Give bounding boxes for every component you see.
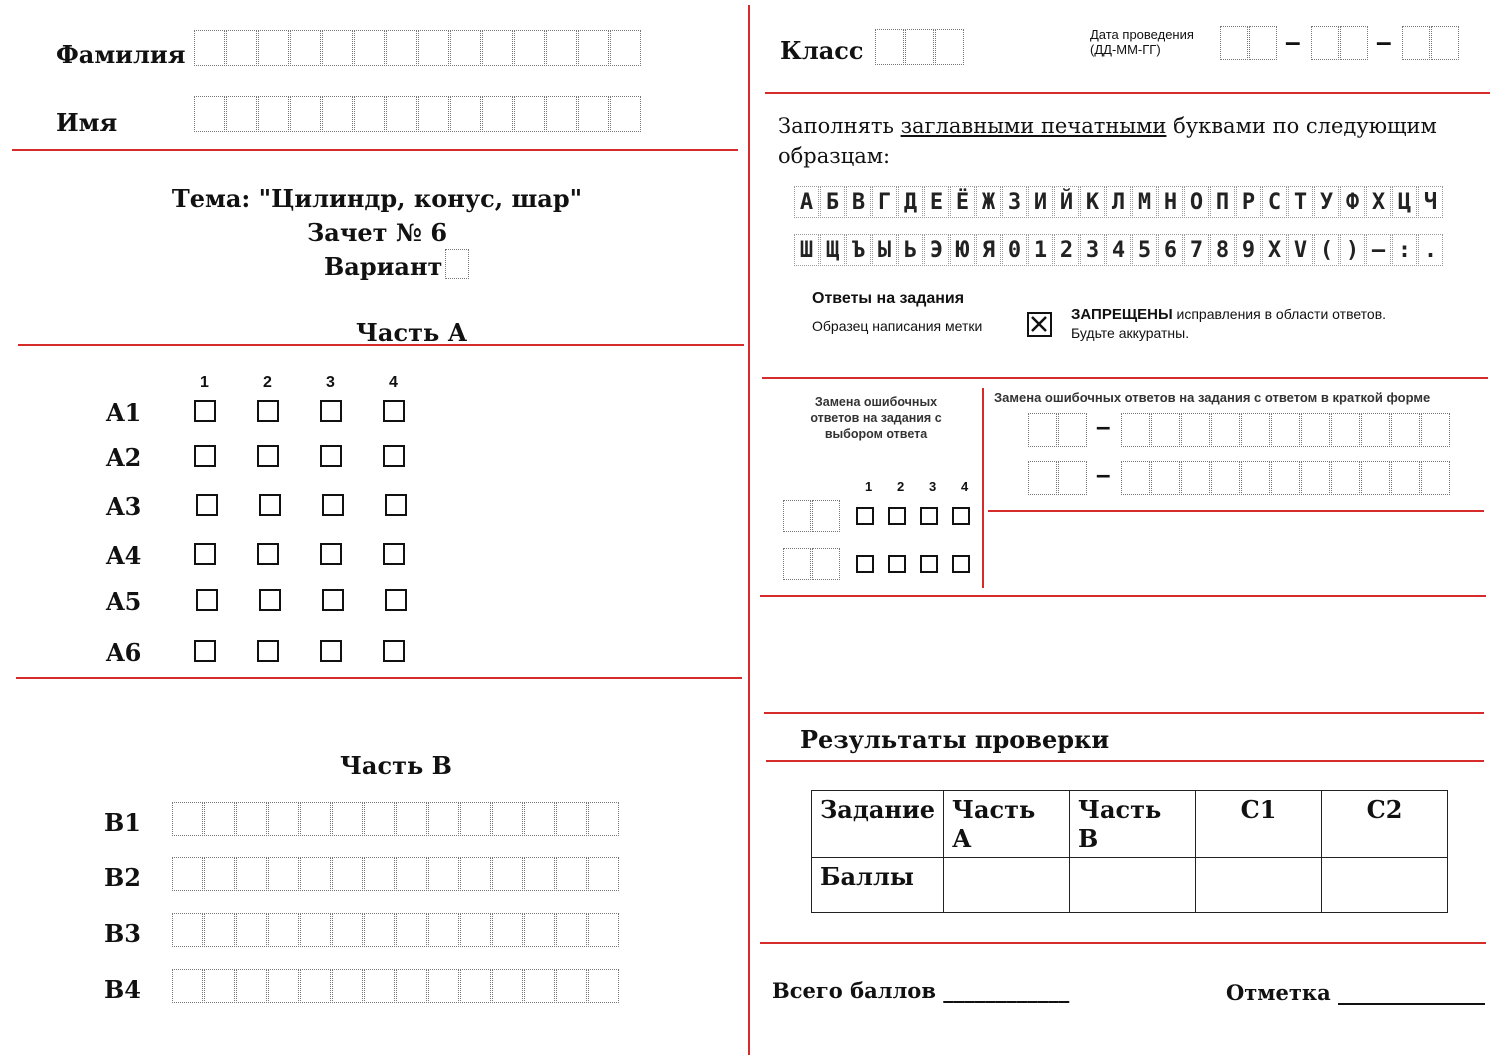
sample-glyph: Ж [976, 186, 1001, 218]
sample-glyph: 7 [1184, 234, 1209, 266]
input-cell[interactable] [546, 30, 577, 66]
input-cell[interactable] [428, 802, 459, 836]
input-cell[interactable] [1271, 413, 1300, 447]
input-cell[interactable] [300, 969, 331, 1003]
input-cell[interactable] [428, 969, 459, 1003]
replace-short-dash: – [1096, 411, 1111, 441]
input-cell[interactable] [1181, 461, 1210, 495]
input-cell[interactable] [1391, 413, 1420, 447]
input-cell[interactable] [1391, 461, 1420, 495]
input-cell[interactable] [450, 30, 481, 66]
score-part-b[interactable] [1070, 858, 1196, 913]
part-a-row-label: A1 [106, 398, 142, 427]
sample-glyph: А [794, 186, 819, 218]
score-part-a[interactable] [944, 858, 1070, 913]
sample-glyph: Э [924, 234, 949, 266]
part-a-col-4: 4 [389, 374, 398, 391]
part-a-col-2: 2 [263, 374, 272, 391]
input-cell[interactable] [172, 857, 203, 891]
sample-glyph: Ш [794, 234, 819, 266]
input-cell[interactable] [386, 96, 417, 132]
input-cell[interactable] [428, 913, 459, 947]
input-cell[interactable] [1241, 413, 1270, 447]
part-b-title: Часть В [340, 751, 452, 780]
date-month-field[interactable] [1311, 26, 1369, 60]
table-row [812, 858, 1448, 913]
surname-label: Фамилия [56, 40, 186, 69]
replace-short-dash: – [1096, 459, 1111, 489]
input-cell[interactable] [1241, 461, 1270, 495]
input-cell[interactable] [172, 913, 203, 947]
divider-right-6 [760, 942, 1486, 944]
divider-left-1 [12, 149, 738, 151]
part-a-title: Часть А [356, 318, 468, 347]
sample-glyph: И [1028, 186, 1053, 218]
replace-choice-col: 1 [865, 479, 873, 494]
input-cell[interactable] [578, 96, 609, 132]
input-cell[interactable] [482, 30, 513, 66]
replace-task-number[interactable] [783, 548, 841, 580]
input-cell[interactable] [418, 30, 449, 66]
answer-checkbox[interactable] [383, 543, 405, 565]
answer-checkbox[interactable] [257, 543, 279, 565]
input-cell[interactable] [1311, 26, 1339, 60]
input-cell[interactable] [524, 969, 555, 1003]
sample-glyph: 5 [1132, 234, 1157, 266]
instruction-suffix: буквами по следующим [1166, 114, 1437, 138]
input-cell[interactable] [546, 96, 577, 132]
sample-glyph: Х [1366, 186, 1391, 218]
input-cell[interactable] [194, 96, 225, 132]
input-cell[interactable] [1211, 461, 1240, 495]
sample-glyph: Ь [898, 234, 923, 266]
input-cell[interactable] [1431, 26, 1459, 60]
input-cell[interactable] [396, 913, 427, 947]
replace-short-title: Замена ошибочных ответов на задания с ответом в краткой форме [994, 390, 1431, 405]
date-dash-1: – [1285, 26, 1301, 57]
name-field[interactable] [194, 96, 642, 132]
sample-glyph: 6 [1158, 234, 1183, 266]
sample-glyph: 0 [1002, 234, 1027, 266]
replace-short-number[interactable] [1028, 413, 1088, 447]
sample-glyph: О [1184, 186, 1209, 218]
answer-checkbox[interactable] [257, 640, 279, 662]
topic-title: Тема: "Цилиндр, конус, шар" [171, 184, 583, 213]
sample-glyph: Ф [1340, 186, 1365, 218]
sample-glyph: Ч [1418, 186, 1443, 218]
table-header-part-a: Часть А [944, 791, 1070, 858]
answer-checkbox[interactable] [322, 589, 344, 611]
sample-glyph: П [1210, 186, 1235, 218]
instruction-underlined: заглавными печатными [900, 114, 1167, 138]
answer-checkbox[interactable] [320, 445, 342, 467]
input-cell[interactable] [482, 96, 513, 132]
name-label: Имя [56, 108, 118, 137]
replace-choice-checkbox[interactable] [920, 555, 938, 573]
input-cell[interactable] [783, 548, 811, 580]
variant-label: Вариант [324, 252, 443, 281]
date-year-field[interactable] [1402, 26, 1460, 60]
input-cell[interactable] [556, 969, 587, 1003]
table-header-c2: С2 [1322, 791, 1448, 858]
sample-glyph: З [1002, 186, 1027, 218]
sample-glyph: Е [924, 186, 949, 218]
replace-choice-checkbox[interactable] [856, 507, 874, 525]
input-cell[interactable] [524, 802, 555, 836]
sample-glyph: 3 [1080, 234, 1105, 266]
answer-checkbox[interactable] [383, 445, 405, 467]
input-cell[interactable] [460, 913, 491, 947]
replace-choice-checkbox[interactable] [888, 555, 906, 573]
answer-checkbox[interactable] [320, 543, 342, 565]
input-cell[interactable] [1301, 413, 1330, 447]
input-cell[interactable] [1151, 413, 1180, 447]
input-cell[interactable] [204, 969, 235, 1003]
sample-glyph: 4 [1106, 234, 1131, 266]
input-cell[interactable] [492, 802, 523, 836]
answer-checkbox[interactable] [320, 400, 342, 422]
divider-replace-split [982, 388, 984, 588]
part-a-col-3: 3 [326, 374, 335, 391]
table-row-label: Баллы [812, 858, 944, 913]
be-careful: Будьте аккуратны. [1071, 325, 1190, 341]
input-cell[interactable] [364, 802, 395, 836]
input-cell[interactable] [236, 913, 267, 947]
sample-glyph: ( [1314, 234, 1339, 266]
sample-glyph: 1 [1028, 234, 1053, 266]
input-cell[interactable] [322, 30, 353, 66]
part-a-row-label: A5 [106, 587, 142, 616]
replace-choice-checkbox[interactable] [888, 507, 906, 525]
sample-glyph: Й [1054, 186, 1079, 218]
input-cell[interactable] [418, 96, 449, 132]
part-b-row-label: B3 [104, 919, 141, 948]
grade-line[interactable]: Отметка ______________ [1226, 980, 1486, 1005]
input-cell[interactable] [204, 857, 235, 891]
sample-glyph: Ё [950, 186, 975, 218]
part-b-answer-field[interactable] [172, 913, 620, 947]
input-cell[interactable] [610, 96, 641, 132]
input-cell[interactable] [812, 548, 840, 580]
input-cell[interactable] [610, 30, 641, 66]
part-a-row-label: A6 [106, 638, 142, 667]
divider-right-4 [764, 712, 1484, 714]
input-cell[interactable] [1361, 413, 1390, 447]
part-a-row-label: A4 [106, 541, 142, 570]
input-cell[interactable] [514, 96, 545, 132]
replace-short-number[interactable] [1028, 461, 1088, 495]
sample-glyph: К [1080, 186, 1105, 218]
date-dash-2: – [1376, 26, 1392, 57]
answer-checkbox[interactable] [194, 543, 216, 565]
table-header-c1: С1 [1196, 791, 1322, 858]
input-cell[interactable] [524, 857, 555, 891]
sample-glyph: Я [976, 234, 1001, 266]
input-cell[interactable] [226, 30, 257, 66]
sample-glyph: Г [872, 186, 897, 218]
input-cell[interactable] [1331, 461, 1360, 495]
replace-choice-checkbox[interactable] [952, 507, 970, 525]
divider-left-3 [16, 677, 742, 679]
input-cell[interactable] [1220, 26, 1248, 60]
sample-glyph: В [846, 186, 871, 218]
input-cell[interactable] [1181, 413, 1210, 447]
input-cell[interactable] [236, 857, 267, 891]
sample-letters-row1 [794, 186, 1444, 218]
input-cell[interactable] [1058, 461, 1087, 495]
sample-glyph: Б [820, 186, 845, 218]
input-cell[interactable] [588, 857, 619, 891]
input-cell[interactable] [935, 29, 964, 65]
class-label: Класс [780, 36, 864, 65]
sample-glyph: – [1366, 234, 1391, 266]
sample-glyph: Щ [820, 234, 845, 266]
answer-checkbox[interactable] [322, 494, 344, 516]
replace-task-number[interactable] [783, 500, 841, 532]
results-table [811, 790, 1448, 913]
input-cell[interactable] [1249, 26, 1277, 60]
mark-sample-icon [1027, 312, 1052, 337]
part-b-answer-field[interactable] [172, 969, 620, 1003]
sample-glyph: С [1262, 186, 1287, 218]
input-cell[interactable] [172, 969, 203, 1003]
input-cell[interactable] [1402, 26, 1430, 60]
sample-glyph: М [1132, 186, 1157, 218]
divider-right-3 [760, 595, 1486, 597]
input-cell[interactable] [1211, 413, 1240, 447]
input-cell[interactable] [492, 969, 523, 1003]
sample-glyph: Р [1236, 186, 1261, 218]
part-b-row-label: B4 [104, 975, 141, 1004]
input-cell[interactable] [1121, 461, 1150, 495]
sample-glyph: Ц [1392, 186, 1417, 218]
sample-glyph: : [1392, 234, 1417, 266]
instruction-prefix: Заполнять [778, 114, 901, 138]
test-number: Зачет № 6 [306, 218, 448, 247]
part-a-row-label: A2 [106, 443, 142, 472]
input-cell[interactable] [396, 857, 427, 891]
input-cell[interactable] [875, 29, 904, 65]
input-cell[interactable] [1271, 461, 1300, 495]
input-cell[interactable] [1331, 413, 1360, 447]
input-cell[interactable] [204, 913, 235, 947]
input-cell[interactable] [428, 857, 459, 891]
input-cell[interactable] [514, 30, 545, 66]
input-cell[interactable] [1151, 461, 1180, 495]
input-cell[interactable] [588, 913, 619, 947]
replace-choice-col: 3 [929, 479, 937, 494]
variant-cell[interactable] [445, 249, 469, 279]
divider-right-1 [765, 92, 1490, 94]
input-cell[interactable] [492, 857, 523, 891]
answer-checkbox[interactable] [320, 640, 342, 662]
answer-checkbox[interactable] [196, 589, 218, 611]
score-c1[interactable] [1196, 858, 1322, 913]
input-cell[interactable] [396, 969, 427, 1003]
forbidden-bold: ЗАПРЕЩЕНЫ [1071, 306, 1173, 323]
input-cell[interactable] [268, 969, 299, 1003]
sample-glyph: . [1418, 234, 1443, 266]
part-b-answer-field[interactable] [172, 802, 620, 836]
table-header-part-b: Часть В [1070, 791, 1196, 858]
input-cell[interactable] [194, 30, 225, 66]
input-cell[interactable] [396, 802, 427, 836]
answer-checkbox[interactable] [383, 640, 405, 662]
answer-checkbox[interactable] [196, 494, 218, 516]
input-cell[interactable] [364, 969, 395, 1003]
results-title: Результаты проверки [800, 725, 1110, 754]
input-cell[interactable] [578, 30, 609, 66]
sample-glyph: 8 [1210, 234, 1235, 266]
instruction-line2: образцам: [778, 144, 891, 168]
input-cell[interactable] [450, 96, 481, 132]
mark-sample-label: Образец написания метки [812, 318, 983, 334]
input-cell[interactable] [268, 857, 299, 891]
input-cell[interactable] [172, 802, 203, 836]
input-cell[interactable] [492, 913, 523, 947]
input-cell[interactable] [556, 857, 587, 891]
input-cell[interactable] [258, 30, 289, 66]
answer-checkbox[interactable] [383, 400, 405, 422]
divider-right-2 [762, 377, 1488, 379]
surname-field[interactable] [194, 30, 642, 66]
sample-glyph: Н [1158, 186, 1183, 218]
input-cell[interactable] [588, 802, 619, 836]
total-score-line[interactable]: Всего баллов ____________ [772, 978, 1070, 1003]
input-cell[interactable] [236, 802, 267, 836]
input-cell[interactable] [556, 802, 587, 836]
input-cell[interactable] [322, 96, 353, 132]
input-cell[interactable] [354, 30, 385, 66]
input-cell[interactable] [812, 500, 840, 532]
divider-right-short [988, 510, 1484, 512]
input-cell[interactable] [332, 969, 363, 1003]
forbidden-rest: исправления в области ответов. [1172, 306, 1387, 322]
input-cell[interactable] [556, 913, 587, 947]
input-cell[interactable] [783, 500, 811, 532]
input-cell[interactable] [1421, 461, 1450, 495]
input-cell[interactable] [258, 96, 289, 132]
answer-checkbox[interactable] [194, 445, 216, 467]
replace-choice-col: 4 [961, 479, 969, 494]
sample-glyph: Л [1106, 186, 1131, 218]
forbidden-note [1071, 305, 1386, 343]
input-cell[interactable] [300, 802, 331, 836]
table-header-task: Задание [812, 791, 944, 858]
input-cell[interactable] [460, 802, 491, 836]
answers-heading: Ответы на задания [812, 290, 965, 307]
sample-glyph: Д [898, 186, 923, 218]
input-cell[interactable] [204, 802, 235, 836]
input-cell[interactable] [332, 802, 363, 836]
input-cell[interactable] [460, 857, 491, 891]
center-divider [748, 5, 750, 1055]
answer-checkbox[interactable] [194, 640, 216, 662]
input-cell[interactable] [905, 29, 934, 65]
answer-checkbox[interactable] [385, 589, 407, 611]
fill-instruction [778, 111, 1437, 171]
input-cell[interactable] [268, 802, 299, 836]
answer-checkbox[interactable] [385, 494, 407, 516]
date-day-field[interactable] [1220, 26, 1278, 60]
sample-glyph: V [1288, 234, 1313, 266]
input-cell[interactable] [364, 913, 395, 947]
score-c2[interactable] [1322, 858, 1448, 913]
input-cell[interactable] [236, 969, 267, 1003]
replace-choice-checkbox[interactable] [920, 507, 938, 525]
input-cell[interactable] [1121, 413, 1150, 447]
input-cell[interactable] [1361, 461, 1390, 495]
input-cell[interactable] [1301, 461, 1330, 495]
answer-checkbox[interactable] [259, 589, 281, 611]
sample-glyph: 2 [1054, 234, 1079, 266]
input-cell[interactable] [524, 913, 555, 947]
input-cell[interactable] [268, 913, 299, 947]
replace-choice-checkbox[interactable] [856, 555, 874, 573]
input-cell[interactable] [290, 30, 321, 66]
part-a-row-label: A3 [106, 492, 142, 521]
input-cell[interactable] [332, 857, 363, 891]
sample-glyph: Ю [950, 234, 975, 266]
input-cell[interactable] [386, 30, 417, 66]
sample-glyph: X [1262, 234, 1287, 266]
divider-right-5 [766, 760, 1484, 762]
replace-choice-checkbox[interactable] [952, 555, 970, 573]
input-cell[interactable] [290, 96, 321, 132]
sample-glyph: У [1314, 186, 1339, 218]
sample-glyph: Ы [872, 234, 897, 266]
part-b-row-label: B2 [104, 863, 141, 892]
replace-choice-col: 2 [897, 479, 905, 494]
replace-short-answer[interactable] [1121, 413, 1451, 447]
input-cell[interactable] [354, 96, 385, 132]
sample-glyph: Ъ [846, 234, 871, 266]
input-cell[interactable] [1340, 26, 1368, 60]
input-cell[interactable] [364, 857, 395, 891]
part-b-answer-field[interactable] [172, 857, 620, 891]
input-cell[interactable] [460, 969, 491, 1003]
sample-letters-row2 [794, 234, 1444, 266]
sample-glyph: 9 [1236, 234, 1261, 266]
answer-checkbox[interactable] [257, 400, 279, 422]
input-cell[interactable] [300, 857, 331, 891]
input-cell[interactable] [332, 913, 363, 947]
replace-short-answer[interactable] [1121, 461, 1451, 495]
date-label-line2: (ДД-ММ-ГГ) [1090, 42, 1161, 57]
input-cell[interactable] [1421, 413, 1450, 447]
date-label-line1: Дата проведения [1090, 27, 1194, 42]
answer-checkbox[interactable] [257, 445, 279, 467]
input-cell[interactable] [1058, 413, 1087, 447]
input-cell[interactable] [226, 96, 257, 132]
input-cell[interactable] [1028, 461, 1057, 495]
answer-checkbox[interactable] [259, 494, 281, 516]
date-label [1090, 27, 1194, 57]
input-cell[interactable] [588, 969, 619, 1003]
sample-glyph: Т [1288, 186, 1313, 218]
answer-checkbox[interactable] [194, 400, 216, 422]
input-cell[interactable] [1028, 413, 1057, 447]
replace-choice-title: Замена ошибочных ответов на задания с выбором ответа [810, 395, 942, 441]
input-cell[interactable] [300, 913, 331, 947]
part-b-row-label: B1 [104, 808, 141, 837]
class-field[interactable] [875, 29, 965, 65]
table-row [812, 791, 1448, 858]
sample-glyph: ) [1340, 234, 1365, 266]
part-a-col-1: 1 [200, 374, 209, 391]
